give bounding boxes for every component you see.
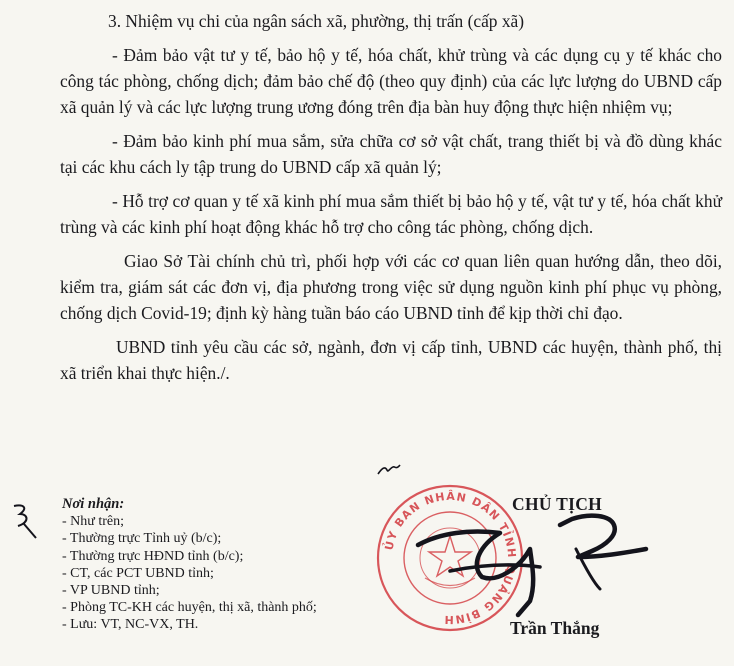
recipients-list (62, 513, 402, 633)
recipient-item: - Thường trực HĐND tỉnh (b/c); (62, 548, 244, 564)
recipients-title: Nơi nhận: (62, 496, 125, 512)
recipient-item: - Như trên; (62, 514, 125, 530)
signature-icon (410, 505, 670, 625)
recipients-block (62, 496, 402, 634)
recipient-item: - Lưu: VT, NC-VX, TH. (62, 617, 199, 633)
document-body (60, 8, 722, 386)
recipient-item: - VP UBND tỉnh; (62, 583, 160, 599)
bullet-paragraph-1: - Đảm bảo vật tư y tế, bảo hộ y tế, hóa chất, khử trùng và các dụng cụ y tế khác cho công tác phòng, chống dịch; đảm bảo chế độ (theo quy định) của các lực lượng do UBND cấp xã quản lý và các lực lượng trung ương đóng trên địa bàn huy động thực hiện nhiệm vụ; (60, 45, 722, 117)
bullet-paragraph-2: - Đảm bảo kinh phí mua sắm, sửa chữa cơ sở vật chất, trang thiết bị và đồ dùng khác tại các khu cách ly tập trung do UBND cấp xã quản lý; (60, 131, 722, 177)
recipient-item: - Thường trực Tỉnh uỷ (b/c); (62, 531, 222, 547)
section-heading: 3. Nhiệm vụ chi của ngân sách xã, phường, thị trấn (cấp xã) (108, 11, 525, 31)
assignment-paragraph: Giao Sở Tài chính chủ trì, phối hợp với các cơ quan liên quan hướng dẫn, theo dõi, kiểm tra, giám sát các đơn vị, địa phương trong việc sử dụng nguồn kinh phí phục vụ phòng, chống dịch Covid-19; định kỳ hàng tuần báo cáo UBND tỉnh để kịp thời chỉ đạo. (60, 251, 722, 323)
seal-text: ỦY BAN NHÂN DÂN TỈNH QUẢNG BÌNH (382, 489, 519, 627)
signatory-name: Trần Thắng (510, 618, 600, 638)
margin-handwritten-mark-icon (6, 500, 46, 540)
bullet-paragraph-3: - Hỗ trợ cơ quan y tế xã kinh phí mua sắm thiết bị bảo hộ y tế, vật tư y tế, hóa chất khử trùng và các kinh phí hoạt động khác hỗ trợ cho công tác phòng, chống dịch. (60, 191, 722, 237)
closing-paragraph: UBND tỉnh yêu cầu các sở, ngành, đơn vị cấp tỉnh, UBND các huyện, thành phố, thị xã triển khai thực hiện./. (60, 337, 722, 383)
signatory-title: CHỦ TỊCH (512, 494, 603, 514)
initial-mark-icon (376, 458, 402, 480)
recipient-item: - Phòng TC-KH các huyện, thị xã, thành phố; (62, 600, 317, 616)
recipient-item: - CT, các PCT UBND tỉnh; (62, 565, 214, 581)
